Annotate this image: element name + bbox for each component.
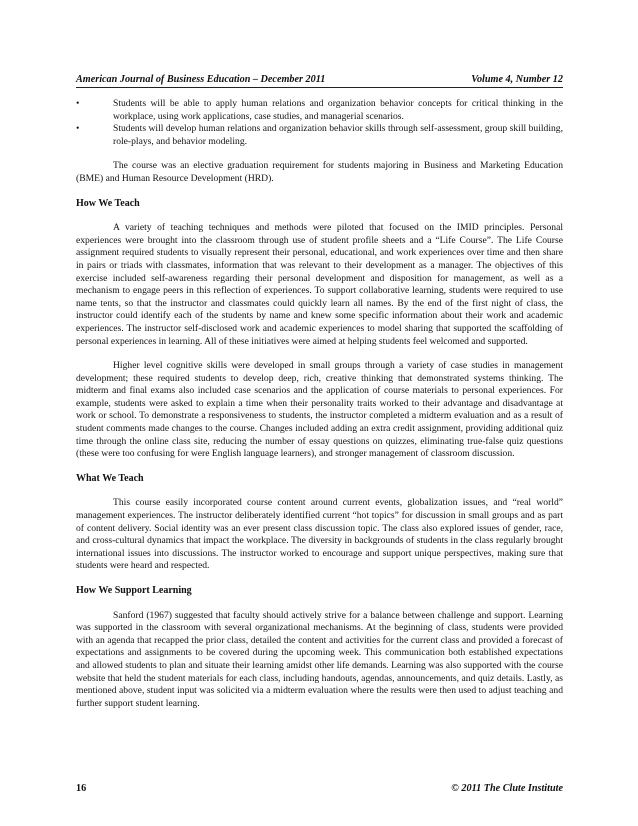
paragraph: Sanford (1967) suggested that faculty should actively strive for a balance between challenge and support. Learning was supported in the classroom with several organizational mechanisms. At the beginning of class, students were provided with an agenda that recapped the prior class, detailed the content and activities for the current class and provided a forecast of expectations and assignments to be covered during the upcoming week. This communication both established expectations and allowed students to plan and situate their learning amidst other life demands. Learning was also supported with the course website that held the student materials for each class, including handouts, agendas, announcements, and quiz details. Lastly, as mentioned above, student input was solicited via a midterm evaluation where the results were then used to adjust teaching and further support student learning.: [76, 609, 563, 709]
volume-number: Volume 4, Number 12: [471, 74, 563, 85]
section-heading-how-we-teach: How We Teach: [76, 197, 140, 209]
bullet-icon: •: [76, 123, 80, 135]
page-body: [76, 98, 563, 710]
list-item-text: Students will be able to apply human relations and organization behavior concepts for critical thinking in the workplace, using work applications, case studies, and managerial scenarios.: [113, 98, 563, 122]
page-footer: [76, 783, 563, 795]
page-number: 16: [76, 783, 87, 794]
paragraph: Higher level cognitive skills were developed in small groups through a variety of case studies in management development; these required students to develop deep, rich, creative thinking that demonstrated systems thinking. The midterm and final exams also included case scenarios and the application of course materials to personal experiences. For example, students were asked to explain a time when their personality traits worked to their advantage and disadvantage at work or school. To demonstrate a responsiveness to students, the instructor completed a midterm evaluation and as a result of student comments made changes to the course. Changes included adding an extra credit assignment, providing additional quiz time through the online class site, reducing the number of essay questions on quizzes, eliminating true-false quiz questions (these were too confusing for were English language learners), and stronger management of classroom discussion.: [76, 360, 563, 460]
list-item-text: Students will develop human relations and organization behavior skills through self-assessment, group skill building, role-plays, and behavior modeling.: [113, 123, 563, 147]
paragraph: This course easily incorporated course content around current events, globalization issues, and “real world” management experiences. The instructor deliberately identified current “hot topics” for discussion in small groups and as part of content delivery. Social identity was an ever present class discussion topic. The class also explored issues of gender, race, and cross-cultural dynamics that impact the workplace. The diversity in backgrounds of students in the class regularly brought international issues into discussions. The instructor worked to encourage and support unique perspectives, making sure that students were heard and respected.: [76, 497, 563, 572]
journal-title: American Journal of Business Education – December 2011: [76, 74, 326, 85]
copyright-notice: © 2011 The Clute Institute: [451, 783, 563, 794]
section-heading-what-we-teach: What We Teach: [76, 472, 144, 484]
intro-paragraph: The course was an elective graduation requirement for students majoring in Business and Marketing Education (BME) and Human Resource Development (HRD).: [76, 160, 563, 184]
running-header: [76, 74, 563, 88]
list-item: [76, 98, 563, 123]
bullet-icon: •: [76, 98, 80, 109]
section-heading-how-we-support-learning: How We Support Learning: [76, 585, 192, 596]
list-item: [76, 123, 563, 148]
objectives-list: [76, 98, 563, 148]
paragraph: A variety of teaching techniques and methods were piloted that focused on the IMID principles. Personal experiences were brought into the classroom through use of student profile sheets and a “Life Course”. The Life Course assignment required students to visually represent their personal, educational, and work experiences over time and then share in pairs or triads with classmates, information that was relevant to their development as a manager. The objectives of this exercise included self-awareness regarding their personal development and disposition for management, as well as a mechanism to engage peers in this reflection of experiences. To support collaborative learning, students were required to use name tents, so that the instructor and classmates could quickly learn all names. By the end of the first night of class, the instructor could identify each of the students by name and knew some specific information about their work and academic experiences. The instructor self-disclosed work and academic experiences to model sharing that supported the scaffolding of personal experiences in learning. All of these initiatives were aimed at helping students feel welcomed and supported.: [76, 222, 563, 347]
